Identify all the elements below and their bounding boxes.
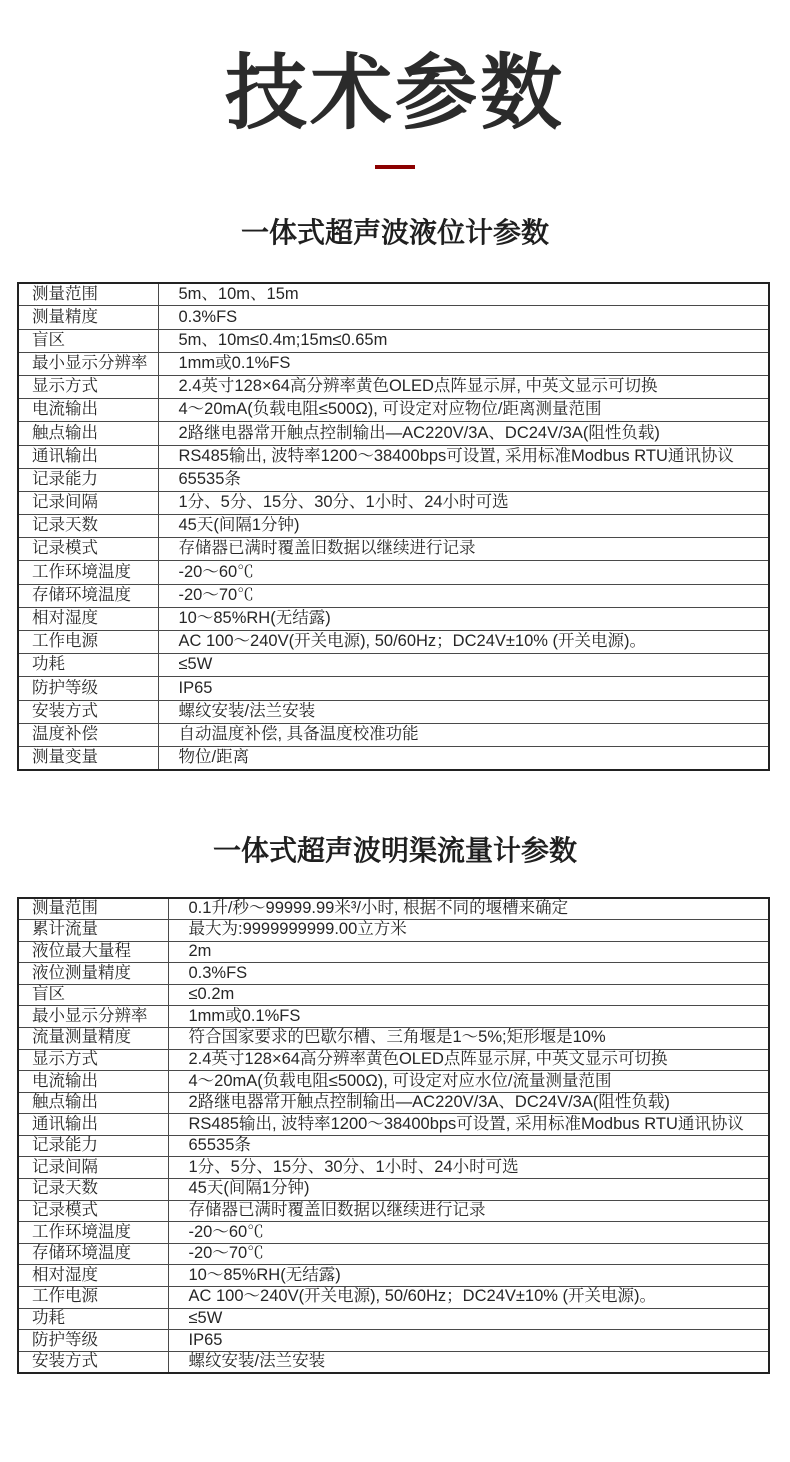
- table-row: [18, 1157, 769, 1179]
- param-value: 存储器已满时覆盖旧数据以继续进行记录: [168, 1200, 769, 1222]
- table-row: [18, 631, 769, 654]
- param-label: 最小显示分辨率: [18, 1006, 168, 1028]
- param-label: 功耗: [18, 654, 158, 677]
- param-value: 1mm或0.1%FS: [158, 352, 769, 375]
- param-label: 通讯输出: [18, 445, 158, 468]
- param-label: 安装方式: [18, 1351, 168, 1373]
- table-row: [18, 700, 769, 723]
- title-underline: [375, 165, 415, 169]
- param-value: RS485输出, 波特率1200～38400bps可设置, 采用标准Modbus RTU通讯协议: [158, 445, 769, 468]
- param-label: 累计流量: [18, 919, 168, 941]
- param-value: -20～70℃: [168, 1243, 769, 1265]
- table-row: [18, 1287, 769, 1309]
- param-value: -20～60℃: [168, 1222, 769, 1244]
- table-row: [18, 963, 769, 985]
- param-label: 工作环境温度: [18, 1222, 168, 1244]
- table-row: [18, 898, 769, 920]
- section-level-meter: [0, 217, 790, 771]
- param-label: 测量范围: [18, 898, 168, 920]
- param-label: 记录模式: [18, 1200, 168, 1222]
- param-label: 液位最大量程: [18, 941, 168, 963]
- table-row: [18, 746, 769, 769]
- table-row: [18, 468, 769, 491]
- table-row: [18, 1049, 769, 1071]
- table-row: [18, 984, 769, 1006]
- param-label: 测量变量: [18, 746, 158, 769]
- param-label: 触点输出: [18, 1092, 168, 1114]
- param-label: 工作电源: [18, 1287, 168, 1309]
- param-label: 液位测量精度: [18, 963, 168, 985]
- param-value: 最大为:9999999999.00立方米: [168, 919, 769, 941]
- table-row: [18, 1200, 769, 1222]
- table-row: [18, 329, 769, 352]
- param-value: 0.1升/秒～99999.99米³/小时, 根据不同的堰槽来确定: [168, 898, 769, 920]
- table-row: [18, 1135, 769, 1157]
- table-row: [18, 1027, 769, 1049]
- table-row: [18, 584, 769, 607]
- param-value: 10～85%RH(无结露): [158, 607, 769, 630]
- param-label: 最小显示分辨率: [18, 352, 158, 375]
- param-value: -20～70℃: [158, 584, 769, 607]
- param-value: AC 100～240V(开关电源), 50/60Hz；DC24V±10% (开关电源)。: [168, 1287, 769, 1309]
- param-value: 45天(间隔1分钟): [158, 515, 769, 538]
- param-value: 物位/距离: [158, 746, 769, 769]
- param-value: ≤5W: [168, 1308, 769, 1330]
- param-value: 存储器已满时覆盖旧数据以继续进行记录: [158, 538, 769, 561]
- param-value: RS485输出, 波特率1200～38400bps可设置, 采用标准Modbus RTU通讯协议: [168, 1114, 769, 1136]
- param-label: 盲区: [18, 984, 168, 1006]
- param-label: 工作电源: [18, 631, 158, 654]
- param-label: 记录间隔: [18, 1157, 168, 1179]
- param-value: 2路继电器常开触点控制输出—AC220V/3A、DC24V/3A(阻性负载): [168, 1092, 769, 1114]
- param-label: 安装方式: [18, 700, 158, 723]
- param-label: 防护等级: [18, 677, 158, 700]
- table-row: [18, 1351, 769, 1373]
- table-row: [18, 445, 769, 468]
- param-value: 螺纹安装/法兰安装: [168, 1351, 769, 1373]
- param-value: AC 100～240V(开关电源), 50/60Hz；DC24V±10% (开关电源)。: [158, 631, 769, 654]
- param-label: 电流输出: [18, 1071, 168, 1093]
- param-value: 4～20mA(负载电阻≤500Ω), 可设定对应水位/流量测量范围: [168, 1071, 769, 1093]
- param-label: 功耗: [18, 1308, 168, 1330]
- table-row: [18, 399, 769, 422]
- param-label: 记录能力: [18, 1135, 168, 1157]
- table-row: [18, 654, 769, 677]
- param-label: 存储环境温度: [18, 584, 158, 607]
- table-row: [18, 1308, 769, 1330]
- param-value: 5m、10m、15m: [158, 283, 769, 306]
- param-value: 自动温度补偿, 具备温度校准功能: [158, 723, 769, 746]
- table-row: [18, 723, 769, 746]
- table-row: [18, 352, 769, 375]
- param-value: 符合国家要求的巴歇尔槽、三角堰是1～5%;矩形堰是10%: [168, 1027, 769, 1049]
- param-label: 盲区: [18, 329, 158, 352]
- param-label: 记录间隔: [18, 491, 158, 514]
- param-value: 2路继电器常开触点控制输出—AC220V/3A、DC24V/3A(阻性负载): [158, 422, 769, 445]
- table-row: [18, 422, 769, 445]
- table-row: [18, 677, 769, 700]
- section-heading-flow-meter: 一体式超声波明渠流量计参数: [212, 834, 577, 866]
- param-label: 记录能力: [18, 468, 158, 491]
- table-row: [18, 561, 769, 584]
- param-label: 电流输出: [18, 399, 158, 422]
- param-value: 0.3%FS: [168, 963, 769, 985]
- table-row: [18, 1330, 769, 1352]
- table-row: [18, 1179, 769, 1201]
- param-value: ≤5W: [158, 654, 769, 677]
- param-value: IP65: [158, 677, 769, 700]
- param-label: 记录模式: [18, 538, 158, 561]
- param-label: 相对湿度: [18, 1265, 168, 1287]
- param-label: 防护等级: [18, 1330, 168, 1352]
- param-label: 通讯输出: [18, 1114, 168, 1136]
- page-title: 技术参数: [224, 48, 565, 139]
- param-label: 温度补偿: [18, 723, 158, 746]
- table-row: [18, 607, 769, 630]
- param-label: 相对湿度: [18, 607, 158, 630]
- param-value: 1分、5分、15分、30分、1小时、24小时可选: [158, 491, 769, 514]
- flow-meter-spec-table: [17, 897, 770, 1374]
- param-value: 1分、5分、15分、30分、1小时、24小时可选: [168, 1157, 769, 1179]
- param-value: ≤0.2m: [168, 984, 769, 1006]
- table-row: [18, 1243, 769, 1265]
- level-meter-spec-table: [17, 282, 770, 771]
- param-label: 工作环境温度: [18, 561, 158, 584]
- table-row: [18, 941, 769, 963]
- table-row: [18, 538, 769, 561]
- param-label: 记录天数: [18, 1179, 168, 1201]
- param-label: 记录天数: [18, 515, 158, 538]
- table-row: [18, 306, 769, 329]
- param-value: 10～85%RH(无结露): [168, 1265, 769, 1287]
- table-row: [18, 491, 769, 514]
- table-row: [18, 919, 769, 941]
- param-label: 存储环境温度: [18, 1243, 168, 1265]
- param-label: 流量测量精度: [18, 1027, 168, 1049]
- param-label: 测量精度: [18, 306, 158, 329]
- param-value: 2.4英寸128×64高分辨率黄色OLED点阵显示屏, 中英文显示可切换: [158, 375, 769, 398]
- table-row: [18, 1092, 769, 1114]
- table-row: [18, 375, 769, 398]
- param-value: 2m: [168, 941, 769, 963]
- param-value: 1mm或0.1%FS: [168, 1006, 769, 1028]
- param-label: 显示方式: [18, 1049, 168, 1071]
- param-label: 显示方式: [18, 375, 158, 398]
- param-value: 45天(间隔1分钟): [168, 1179, 769, 1201]
- table-row: [18, 283, 769, 306]
- param-value: 螺纹安装/法兰安装: [158, 700, 769, 723]
- param-label: 测量范围: [18, 283, 158, 306]
- table-row: [18, 1222, 769, 1244]
- param-value: 65535条: [168, 1135, 769, 1157]
- table-row: [18, 1006, 769, 1028]
- param-value: 2.4英寸128×64高分辨率黄色OLED点阵显示屏, 中英文显示可切换: [168, 1049, 769, 1071]
- section-heading-level-meter: 一体式超声波液位计参数: [240, 216, 549, 248]
- table-row: [18, 1114, 769, 1136]
- section-flow-meter: [0, 835, 790, 1374]
- table-row: [18, 1071, 769, 1093]
- param-value: 65535条: [158, 468, 769, 491]
- param-value: IP65: [168, 1330, 769, 1352]
- param-value: -20～60℃: [158, 561, 769, 584]
- param-label: 触点输出: [18, 422, 158, 445]
- table-row: [18, 515, 769, 538]
- table-row: [18, 1265, 769, 1287]
- param-value: 0.3%FS: [158, 306, 769, 329]
- param-value: 4～20mA(负载电阻≤500Ω), 可设定对应物位/距离测量范围: [158, 399, 769, 422]
- param-value: 5m、10m≤0.4m;15m≤0.65m: [158, 329, 769, 352]
